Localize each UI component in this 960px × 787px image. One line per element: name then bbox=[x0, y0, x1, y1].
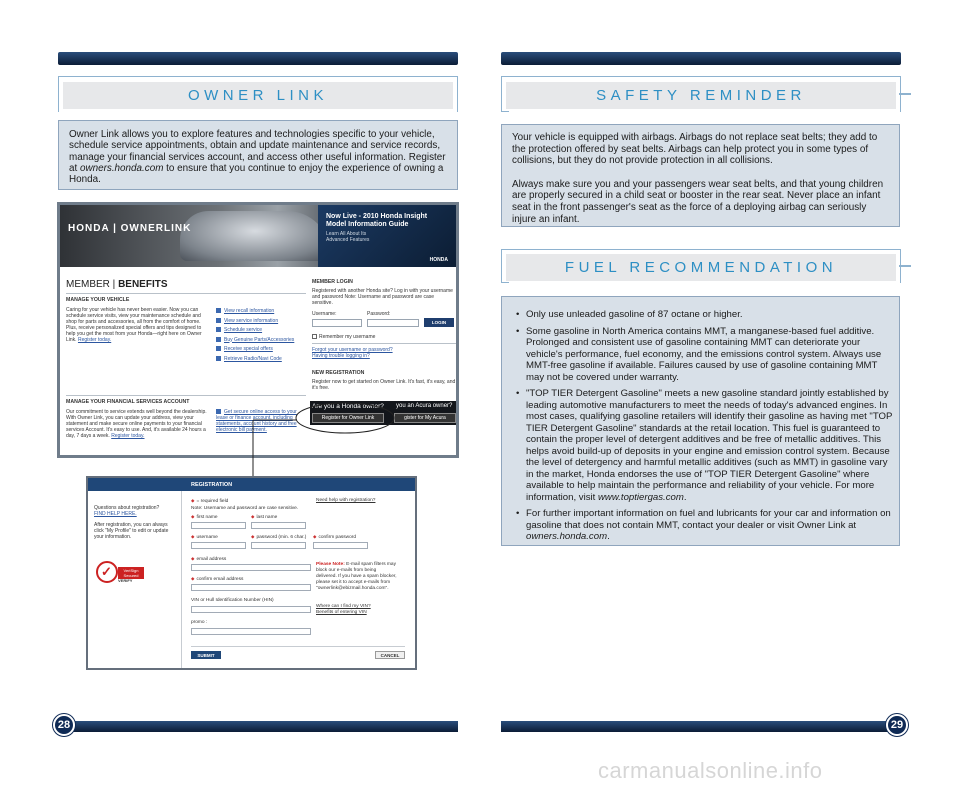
password-label: ◆ password (min. 6 char.) bbox=[251, 534, 307, 540]
registration-sidebar bbox=[88, 491, 182, 668]
link-recall[interactable]: View recall information bbox=[216, 307, 306, 317]
link-offers[interactable]: Receive special offers bbox=[216, 345, 306, 355]
spam-note: Please Note: E-mail spam filters may block our e-mails from being delivered. If you have a spam blocker, please set it to accept e-mails from "ownerlink@ebizmail.honda.com". bbox=[316, 562, 397, 591]
site-logo: HONDA | OWNERLINK bbox=[68, 223, 192, 234]
login-button[interactable]: LOGIN bbox=[424, 318, 454, 327]
member-benefits-heading: MEMBER | BENEFITS bbox=[66, 279, 168, 290]
confirm-password-input[interactable] bbox=[313, 542, 368, 549]
owners-url: owners.honda.com bbox=[526, 531, 608, 542]
remember-checkbox[interactable]: Remember my username bbox=[312, 334, 375, 340]
divider bbox=[191, 646, 405, 647]
fuel-title: FUEL RECOMMENDATION bbox=[564, 259, 838, 276]
promo-brand: HONDA bbox=[429, 257, 448, 263]
forgot-link[interactable]: Forgot your username or password? bbox=[312, 347, 393, 353]
vehicle-text: Caring for your vehicle has never been easier. Now you can schedule service visits, view your maintenance schedule and shop for parts and accessories, all from the comfort of home. Plus, receive personalized special offers and tips designed to help you get the most from your Honda—right here on Owner Link. Register today. bbox=[66, 307, 202, 343]
acura-owner-question: you an Acura owner? bbox=[396, 403, 453, 409]
site-banner bbox=[60, 205, 456, 267]
top-bar-left bbox=[58, 52, 458, 65]
owner-link-url: owners.honda.com bbox=[79, 162, 164, 174]
owner-link-box bbox=[58, 120, 458, 190]
confirm-email-input[interactable] bbox=[191, 584, 311, 591]
first-name-input[interactable] bbox=[191, 522, 246, 529]
registration-form-screenshot bbox=[86, 476, 417, 670]
car-image bbox=[180, 211, 330, 261]
password-input[interactable] bbox=[367, 319, 419, 327]
hdr-tick bbox=[899, 265, 911, 267]
password-input[interactable] bbox=[251, 542, 306, 549]
registration-header: REGISTRATION bbox=[88, 478, 415, 491]
fuel-bullet-1: • Only use unleaded gasoline of 87 octane or higher. bbox=[506, 309, 893, 321]
callout-lines bbox=[240, 400, 410, 480]
username-input[interactable] bbox=[191, 542, 246, 549]
register-today-link[interactable]: Register today. bbox=[77, 337, 112, 343]
find-help-link[interactable]: FIND HELP HERE. bbox=[94, 511, 137, 517]
financial-text: Our commitment to service extends well beyond the dealership. With Owner Link, you can update your address, view your statement and make secure online payments to your financial services Account. It's easy to use. And, it's available 24 hours a day, 7 days a week. Register today. bbox=[66, 409, 207, 439]
cancel-button[interactable]: CANCEL bbox=[375, 651, 405, 659]
need-help-link[interactable]: Need help with registration? bbox=[316, 498, 376, 503]
vehicle-links bbox=[216, 307, 306, 364]
promo-input[interactable] bbox=[191, 628, 311, 635]
fuel-bullet-3: • "TOP TIER Detergent Gasoline" meets a new gasoline standard jointly established by leading automotive manufacturers to meet the needs of today's advanced engines. In most cases, qualifying gasoline retailers will identify their gasoline as having met "TOP TIER Detergent Gasoline" standards at the retail location. This fuel is guaranteed to contain the proper level of detergent additives and be free of metallic additives. This helps avoid build-up of deposits in your engine and emission control system. Because the level of detergency and harmful metallic additives (such as MMT) in gasoline vary in the market, Honda endorses the use of "TOP TIER Detergent Gasoline" where available to help maintain the performance and reliability of your vehicle. For more information, visit www.toptiergas.com. bbox=[506, 388, 893, 503]
link-parts[interactable]: Buy Genuine Parts/Accessories bbox=[216, 336, 306, 346]
case-note: Note: Username and password are case sensitive. bbox=[191, 506, 299, 511]
divider bbox=[66, 293, 306, 294]
safety-paragraph-2: Always make sure you and your passengers wear seat belts, and that young children are properly secured in a child seat or booster in the rear seat. Never place an infant seat in the front passenger's seat as the force of a deploying airbag can seriously injure an infant. bbox=[512, 178, 884, 225]
safety-paragraph-1: Your vehicle is equipped with airbags. Airbags do not replace seat belts; they add to the protection offered by seat belts. Airbags can help protect you in some types of collisions, but they do not provide protection in all collisions. bbox=[512, 132, 878, 167]
verisign-seal: ✓ VeriSign Secured VERIFY bbox=[96, 561, 146, 589]
last-name-input[interactable] bbox=[251, 522, 306, 529]
promo-title: Now Live - 2010 Honda Insight Model Information Guide bbox=[326, 213, 428, 228]
where-vin-link[interactable]: Where can I find my VIN? bbox=[316, 604, 371, 609]
bottom-bar-right bbox=[501, 721, 898, 732]
safety-title: SAFETY REMINDER bbox=[596, 87, 806, 104]
safety-box bbox=[501, 124, 900, 227]
register-today-link-2[interactable]: Register today. bbox=[111, 433, 145, 439]
benefits-vin-link[interactable]: Benefits of entering VIN bbox=[316, 610, 367, 615]
safety-header bbox=[506, 82, 896, 109]
divider bbox=[66, 395, 306, 396]
toptier-url: www.toptiergas.com bbox=[597, 491, 684, 503]
fuel-bullet-2: • Some gasoline in North America contains MMT, a manganese-based fuel additive. Prolonged and consistent use of gasoline containing MMT can deteriorate your vehicle's performance, fuel economy, and the emissions control system. Always use MMT-free gasoline if available. Failures caused by use of gasoline containing MMT may not be covered under warranty. bbox=[506, 326, 893, 384]
confirm-email-label: ◆ confirm email address bbox=[191, 576, 244, 582]
financial-link[interactable]: Get secure online access to your lease or finance account, including statements, account history and free electronic bill payment. bbox=[216, 409, 297, 433]
username-input[interactable] bbox=[312, 319, 362, 327]
bottom-bar-left bbox=[60, 721, 458, 732]
password-label: Password: bbox=[367, 311, 391, 317]
confirm-password-label: ◆ confirm password bbox=[313, 534, 357, 540]
fuel-box bbox=[501, 296, 900, 546]
vin-input[interactable] bbox=[191, 606, 311, 613]
link-radio-code[interactable]: Retrieve Radio/Navi Code bbox=[216, 355, 306, 365]
top-bar-right bbox=[501, 52, 901, 65]
new-reg-text: Register now to get started on Owner Link. It's fast, it's easy, and it's free. bbox=[312, 379, 456, 391]
link-schedule[interactable]: Schedule service bbox=[216, 326, 306, 336]
username-label: ◆ username bbox=[191, 534, 218, 540]
manage-financial-heading: MANAGE YOUR FINANCIAL SERVICES ACCOUNT bbox=[66, 399, 190, 405]
page-number-left: 28 bbox=[53, 714, 75, 736]
manage-vehicle-heading: MANAGE YOUR VEHICLE bbox=[66, 297, 130, 303]
questions-text: Questions about registration? FIND HELP HERE. bbox=[94, 505, 160, 517]
username-label: Username: bbox=[312, 311, 337, 317]
login-text: Registered with another Honda site? Log in with your username and password Note: Username and password are case sensitive. bbox=[312, 288, 453, 306]
fuel-header bbox=[506, 254, 896, 281]
submit-button[interactable]: SUBMIT bbox=[191, 651, 221, 659]
vin-label: VIN or Hull Identification Number (HIN) bbox=[191, 598, 274, 603]
first-name-label: ◆ first name bbox=[191, 514, 218, 520]
trouble-link[interactable]: Having trouble logging in? bbox=[312, 353, 370, 359]
fuel-bullets bbox=[506, 309, 893, 543]
honda-owner-question: Are you a Honda owner? bbox=[312, 403, 384, 410]
owner-link-title: OWNER LINK bbox=[187, 87, 328, 104]
owner-link-text: Owner Link allows you to explore features and technologies specific to your vehicle, schedule service appointments, obtain and update maintenance and service records, manage your financial services account, and access other useful information. Register at owners.honda.com to ensure that you continue to enjoy the experience of owning a Honda. bbox=[69, 129, 446, 186]
promo-subtitle: Learn All About Its Advanced Features bbox=[326, 231, 370, 243]
promo-label: promo : bbox=[191, 620, 208, 625]
required-legend: ◆ = required field bbox=[191, 498, 229, 504]
last-name-label: ◆ last name bbox=[251, 514, 278, 520]
link-service[interactable]: View service information bbox=[216, 317, 306, 327]
register-my-acura-button[interactable]: gister for My Acura bbox=[394, 413, 456, 423]
divider bbox=[312, 343, 456, 344]
register-owner-link-button[interactable]: Register for Owner Link bbox=[312, 413, 384, 423]
promo-panel bbox=[318, 205, 456, 267]
page-number-right: 29 bbox=[886, 714, 908, 736]
owner-link-header bbox=[63, 82, 453, 109]
watermark: carmanualsonline.info bbox=[598, 758, 823, 783]
after-registration-text: After registration, you can always click "My Profile" to edit or update your information. bbox=[94, 522, 169, 540]
email-input[interactable] bbox=[191, 564, 311, 571]
new-registration-heading: NEW REGISTRATION bbox=[312, 370, 365, 376]
hdr-tick bbox=[899, 93, 911, 95]
member-login-heading: MEMBER LOGIN bbox=[312, 279, 353, 285]
fuel-bullet-4: • For further important information on fuel and lubricants for your car and information on gasoline that does not contain MMT, contact your dealer or visit Owner Link at owners.honda.com. bbox=[506, 508, 893, 543]
email-label: ◆ email address bbox=[191, 556, 227, 562]
